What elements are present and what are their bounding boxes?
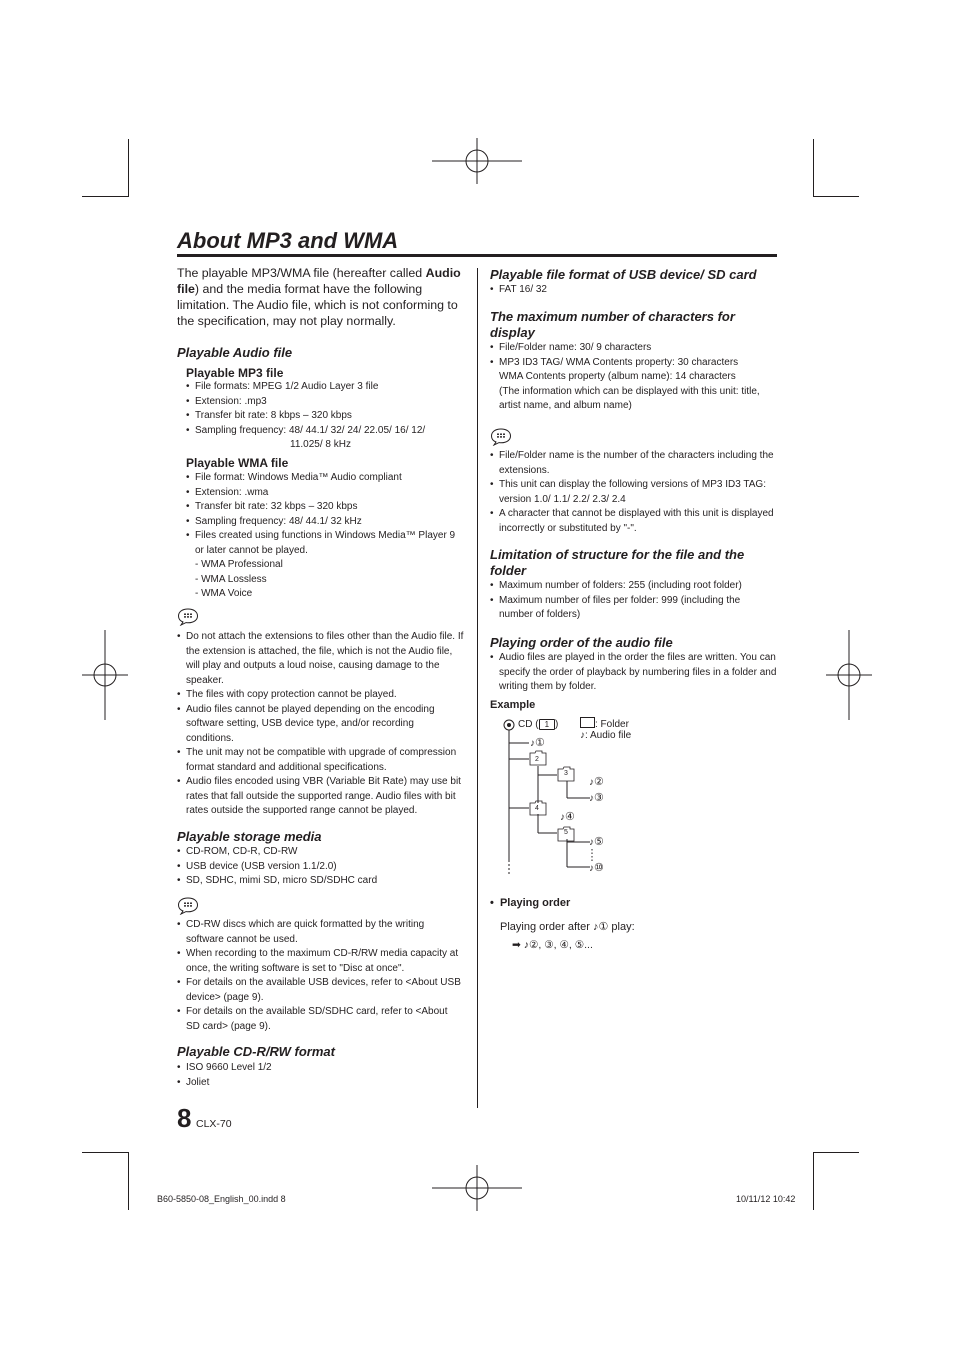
heading-playable-storage: Playable storage media xyxy=(177,829,322,844)
heading-playable-audio-file: Playable Audio file xyxy=(177,345,293,360)
legend-folder: : Folder xyxy=(580,717,629,730)
list-item: • File formats: MPEG 1/2 Audio Layer 3 file xyxy=(186,380,466,395)
model-number: CLX-70 xyxy=(196,1118,232,1130)
list-item: • File/Folder name is the number of the characters including the extensions. xyxy=(490,449,775,478)
playing-sequence: ➡ ♪②, ③, ④, ⑤... xyxy=(512,939,593,951)
list-item: • FAT 16/ 32 xyxy=(490,283,780,298)
list-item: • When recording to the maximum CD-R/RW media capacity at once, the writing software is set to "Disc at once". xyxy=(177,947,464,976)
list-item: • For details on the available SD/SDHC card, refer to <About SD card> (page 9). xyxy=(177,1005,464,1034)
list-item: • Transfer bit rate: 8 kbps – 320 kbps xyxy=(186,409,466,424)
legend-file: ♪: Audio file xyxy=(580,730,632,741)
maxchars-notes-list xyxy=(490,449,775,536)
cdrw-list xyxy=(177,1061,464,1090)
list-item: • Audio files are played in the order the files are written. You can specify the order of playback by numbering files in a folder and writing them by folder. xyxy=(490,651,780,695)
list-item: • USB device (USB version 1.1/2.0) xyxy=(177,860,464,875)
list-item: • Maximum number of files per folder: 999 (including the number of folders) xyxy=(490,594,775,623)
registration-mark-right xyxy=(826,630,872,720)
storage-list xyxy=(177,845,464,889)
list-item: • SD, SDHC, mimi SD, micro SD/SDHC card xyxy=(177,874,464,889)
list-item: WMA Contents property (album name): 14 characters xyxy=(499,371,736,382)
list-item: • Extension: .wma xyxy=(186,486,466,501)
folder-2-label: 2 xyxy=(535,756,539,763)
file-1: ♪① xyxy=(530,737,545,749)
list-item: 11.025/ 8 kHz xyxy=(290,439,351,450)
note-icon xyxy=(177,897,199,915)
list-item: (The information which can be displayed with this unit: title, artist name, and album name) xyxy=(499,385,760,411)
file-3: ♪③ xyxy=(589,792,604,804)
list-item: • File/Folder name: 30/ 9 characters xyxy=(490,341,780,356)
footer-date: 10/11/12 10:42 xyxy=(736,1194,796,1204)
registration-mark-left xyxy=(82,630,128,720)
heading-playing-order: Playing order of the audio file xyxy=(490,635,673,650)
list-item: • This unit can display the following versions of MP3 ID3 TAG: version 1.0/ 1.1/ 2.2/ 2.3/ 2.4 xyxy=(490,478,775,507)
list-item: • File format: Windows Media™ Audio compliant xyxy=(186,471,466,486)
storage-notes-list xyxy=(177,918,464,1034)
registration-mark-bottom xyxy=(432,1165,522,1211)
heading-playable-cdrw: Playable CD-R/RW format xyxy=(177,1044,335,1059)
list-item: • Sampling frequency: 48/ 44.1/ 32 kHz xyxy=(186,515,466,530)
list-item: - WMA Professional xyxy=(195,559,283,570)
maxchars-list xyxy=(490,341,780,414)
file-2: ♪② xyxy=(589,776,604,788)
audio-notes-list xyxy=(177,630,464,819)
folder-4-label: 4 xyxy=(535,805,539,812)
title-rule xyxy=(177,254,777,257)
heading-structure-limitation: Limitation of structure for the file and the folder xyxy=(490,547,745,578)
list-item: - WMA Voice xyxy=(195,588,253,599)
list-item: • CD-ROM, CD-R, CD-RW xyxy=(177,845,464,860)
file-10: ♪⑩ xyxy=(589,862,604,874)
heading-playable-wma: Playable WMA file xyxy=(186,456,289,470)
file-4: ♪④ xyxy=(560,811,575,823)
heading-playable-mp3: Playable MP3 file xyxy=(186,366,284,380)
column-divider xyxy=(477,268,478,1108)
playing-order-heading: • Playing order xyxy=(490,897,571,909)
list-item: • For details on the available USB devices, refer to <About USB device> (page 9). xyxy=(177,976,464,1005)
list-item: • Sampling frequency: 48/ 44.1/ 32/ 24/ 22.05/ 16/ 12/ xyxy=(186,424,466,439)
playing-order-text: Playing order after ♪① play: xyxy=(500,921,635,933)
list-item: • A character that cannot be displayed with this unit is displayed incorrectly or substituted by "-". xyxy=(490,507,775,536)
note-icon xyxy=(490,428,512,446)
list-item: • Do not attach the extensions to files other than the Audio file. If the extension is attached, the file, which is not the Audio file, will play and outputs a loud noise, causing damage to the speaker. xyxy=(177,630,464,688)
heading-max-characters: The maximum number of characters for display xyxy=(490,309,735,340)
folder-5-label: 5 xyxy=(564,829,568,836)
list-item: • CD-RW discs which are quick formatted by the writing software cannot be used. xyxy=(177,918,464,947)
note-icon xyxy=(177,608,199,626)
list-item: • Files created using functions in Windows Media™ Player 9 or later cannot be played. xyxy=(186,529,466,558)
list-item: • ISO 9660 Level 1/2 xyxy=(177,1061,464,1076)
page-number: 8 xyxy=(177,1103,192,1133)
footer-filename: B60-5850-08_English_00.indd 8 xyxy=(157,1194,286,1204)
list-item: • Maximum number of folders: 255 (including root folder) xyxy=(490,579,775,594)
structure-list xyxy=(490,579,775,623)
list-item: • Audio files encoded using VBR (Variable Bit Rate) may use bit rates that fall outside the supported range. Audio files with bit rates outside the supported range cannot be played. xyxy=(177,775,464,819)
list-item: • MP3 ID3 TAG/ WMA Contents property: 30 characters xyxy=(490,356,780,371)
list-item: - WMA Lossless xyxy=(195,573,267,585)
list-item: • Joliet xyxy=(177,1076,464,1091)
registration-mark-top xyxy=(432,138,522,184)
list-item: • Audio files cannot be played depending on the encoding software setting, USB device type, and/or recording conditions. xyxy=(177,703,464,747)
mp3-list xyxy=(186,380,466,453)
wma-list xyxy=(186,471,466,602)
list-item: • The unit may not be compatible with upgrade of compression format standard and additional specifications. xyxy=(177,746,464,775)
usb-sd-list xyxy=(490,283,780,298)
page-title: About MP3 and WMA xyxy=(177,228,399,253)
list-item: • Extension: .mp3 xyxy=(186,395,466,410)
heading-usb-sd-format: Playable file format of USB device/ SD card xyxy=(490,267,757,282)
list-item: • The files with copy protection cannot be played. xyxy=(177,688,464,703)
cd-label: CD ( 1 ) xyxy=(518,719,559,730)
list-item: • Transfer bit rate: 32 kbps – 320 kbps xyxy=(186,500,466,515)
folder-3-label: 3 xyxy=(564,770,568,777)
intro-paragraph: The playable MP3/WMA file (hereafter called Audio file) and the media format have the following limitation. The Audio file, which is not conforming to the specification, may not play normally. xyxy=(177,266,461,328)
example-label: Example xyxy=(490,699,536,711)
file-5: ♪⑤ xyxy=(589,836,604,848)
playing-list xyxy=(490,651,780,695)
